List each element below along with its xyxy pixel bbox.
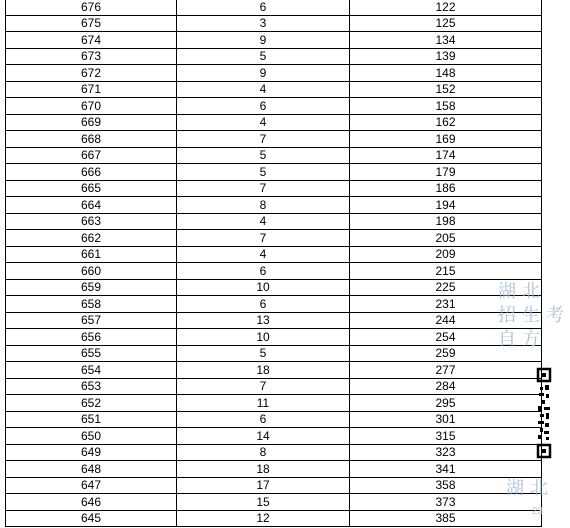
table-row xyxy=(6,510,542,527)
count-cell: 12 xyxy=(177,510,350,527)
cumulative-cell: 134 xyxy=(350,32,542,49)
score-cell: 674 xyxy=(6,32,177,49)
table-row xyxy=(6,411,542,428)
count-cell: 6 xyxy=(177,263,350,280)
cumulative-cell: 205 xyxy=(350,230,542,247)
table-row xyxy=(6,213,542,230)
count-cell: 9 xyxy=(177,32,350,49)
table-row xyxy=(6,48,542,65)
cumulative-cell: 162 xyxy=(350,114,542,131)
count-cell: 6 xyxy=(177,296,350,313)
cumulative-cell: 254 xyxy=(350,329,542,346)
table-row xyxy=(6,197,542,214)
count-cell: 6 xyxy=(177,98,350,115)
count-cell: 6 xyxy=(177,0,350,15)
score-cell: 671 xyxy=(6,81,177,98)
score-distribution-table xyxy=(5,0,542,527)
score-cell: 651 xyxy=(6,411,177,428)
table-row xyxy=(6,477,542,494)
count-cell: 3 xyxy=(177,15,350,32)
score-cell: 662 xyxy=(6,230,177,247)
table-row xyxy=(6,329,542,346)
score-cell: 660 xyxy=(6,263,177,280)
table-row xyxy=(6,230,542,247)
score-cell: 650 xyxy=(6,428,177,445)
score-cell: 676 xyxy=(6,0,177,15)
score-cell: 669 xyxy=(6,114,177,131)
score-cell: 661 xyxy=(6,246,177,263)
count-cell: 5 xyxy=(177,345,350,362)
qr-code-icon xyxy=(532,367,552,463)
cumulative-cell: 277 xyxy=(350,362,542,379)
watermark-line-3: 自方 xyxy=(498,329,546,350)
score-cell: 659 xyxy=(6,279,177,296)
cumulative-cell: 259 xyxy=(350,345,542,362)
cumulative-cell: 301 xyxy=(350,411,542,428)
cumulative-cell: 315 xyxy=(350,428,542,445)
count-cell: 18 xyxy=(177,461,350,478)
score-cell: 646 xyxy=(6,494,177,511)
table-row xyxy=(6,444,542,461)
table-row xyxy=(6,15,542,32)
table-row xyxy=(6,180,542,197)
table-row xyxy=(6,246,542,263)
score-cell: 672 xyxy=(6,65,177,82)
count-cell: 4 xyxy=(177,213,350,230)
score-cell: 658 xyxy=(6,296,177,313)
table-row xyxy=(6,81,542,98)
count-cell: 18 xyxy=(177,362,350,379)
score-cell: 654 xyxy=(6,362,177,379)
score-cell: 649 xyxy=(6,444,177,461)
score-cell: 665 xyxy=(6,180,177,197)
watermark-line-1: 湖北 xyxy=(498,281,546,302)
watermark-text xyxy=(498,280,570,352)
count-cell: 4 xyxy=(177,81,350,98)
cumulative-cell: 169 xyxy=(350,131,542,148)
table-row xyxy=(6,32,542,49)
score-cell: 653 xyxy=(6,378,177,395)
table-row xyxy=(6,395,542,412)
table-row xyxy=(6,279,542,296)
cumulative-cell: 231 xyxy=(350,296,542,313)
table-row xyxy=(6,461,542,478)
watermark-line-2: 招生考 xyxy=(498,305,570,326)
cumulative-cell: 139 xyxy=(350,48,542,65)
cumulative-cell: 125 xyxy=(350,15,542,32)
table-row xyxy=(6,164,542,181)
count-cell: 17 xyxy=(177,477,350,494)
cumulative-cell: 148 xyxy=(350,65,542,82)
score-cell: 664 xyxy=(6,197,177,214)
cumulative-cell: 122 xyxy=(350,0,542,15)
cumulative-cell: 284 xyxy=(350,378,542,395)
cumulative-cell: 209 xyxy=(350,246,542,263)
table-body xyxy=(6,0,542,527)
cumulative-cell: 323 xyxy=(350,444,542,461)
table-row xyxy=(6,131,542,148)
watermark-small: 23 xyxy=(532,506,544,517)
cumulative-cell: 244 xyxy=(350,312,542,329)
count-cell: 11 xyxy=(177,395,350,412)
cumulative-cell: 198 xyxy=(350,213,542,230)
cumulative-cell: 385 xyxy=(350,510,542,527)
count-cell: 8 xyxy=(177,197,350,214)
count-cell: 9 xyxy=(177,65,350,82)
score-cell: 645 xyxy=(6,510,177,527)
table-row xyxy=(6,0,542,15)
count-cell: 7 xyxy=(177,230,350,247)
table-row xyxy=(6,65,542,82)
score-cell: 668 xyxy=(6,131,177,148)
table-row xyxy=(6,263,542,280)
count-cell: 5 xyxy=(177,147,350,164)
count-cell: 5 xyxy=(177,48,350,65)
score-cell: 673 xyxy=(6,48,177,65)
count-cell: 7 xyxy=(177,378,350,395)
count-cell: 6 xyxy=(177,411,350,428)
score-cell: 675 xyxy=(6,15,177,32)
table-row xyxy=(6,296,542,313)
table-row xyxy=(6,494,542,511)
table-row xyxy=(6,114,542,131)
table-row xyxy=(6,312,542,329)
score-cell: 670 xyxy=(6,98,177,115)
score-cell: 656 xyxy=(6,329,177,346)
cumulative-cell: 358 xyxy=(350,477,542,494)
count-cell: 4 xyxy=(177,114,350,131)
count-cell: 7 xyxy=(177,180,350,197)
table-row xyxy=(6,98,542,115)
cumulative-cell: 295 xyxy=(350,395,542,412)
count-cell: 13 xyxy=(177,312,350,329)
score-cell: 647 xyxy=(6,477,177,494)
cumulative-cell: 341 xyxy=(350,461,542,478)
count-cell: 14 xyxy=(177,428,350,445)
count-cell: 4 xyxy=(177,246,350,263)
cumulative-cell: 215 xyxy=(350,263,542,280)
cumulative-cell: 194 xyxy=(350,197,542,214)
score-cell: 657 xyxy=(6,312,177,329)
cumulative-cell: 174 xyxy=(350,147,542,164)
table-row xyxy=(6,428,542,445)
cumulative-cell: 373 xyxy=(350,494,542,511)
score-cell: 655 xyxy=(6,345,177,362)
score-cell: 648 xyxy=(6,461,177,478)
cumulative-cell: 152 xyxy=(350,81,542,98)
cumulative-cell: 179 xyxy=(350,164,542,181)
watermark-bottom: 湖北 xyxy=(506,478,554,499)
table-row xyxy=(6,378,542,395)
cumulative-cell: 225 xyxy=(350,279,542,296)
score-cell: 666 xyxy=(6,164,177,181)
count-cell: 5 xyxy=(177,164,350,181)
count-cell: 10 xyxy=(177,279,350,296)
cumulative-cell: 186 xyxy=(350,180,542,197)
score-cell: 667 xyxy=(6,147,177,164)
table-row xyxy=(6,147,542,164)
table-row xyxy=(6,362,542,379)
score-cell: 663 xyxy=(6,213,177,230)
score-cell: 652 xyxy=(6,395,177,412)
cumulative-cell: 158 xyxy=(350,98,542,115)
count-cell: 8 xyxy=(177,444,350,461)
count-cell: 15 xyxy=(177,494,350,511)
table-row xyxy=(6,345,542,362)
count-cell: 7 xyxy=(177,131,350,148)
count-cell: 10 xyxy=(177,329,350,346)
